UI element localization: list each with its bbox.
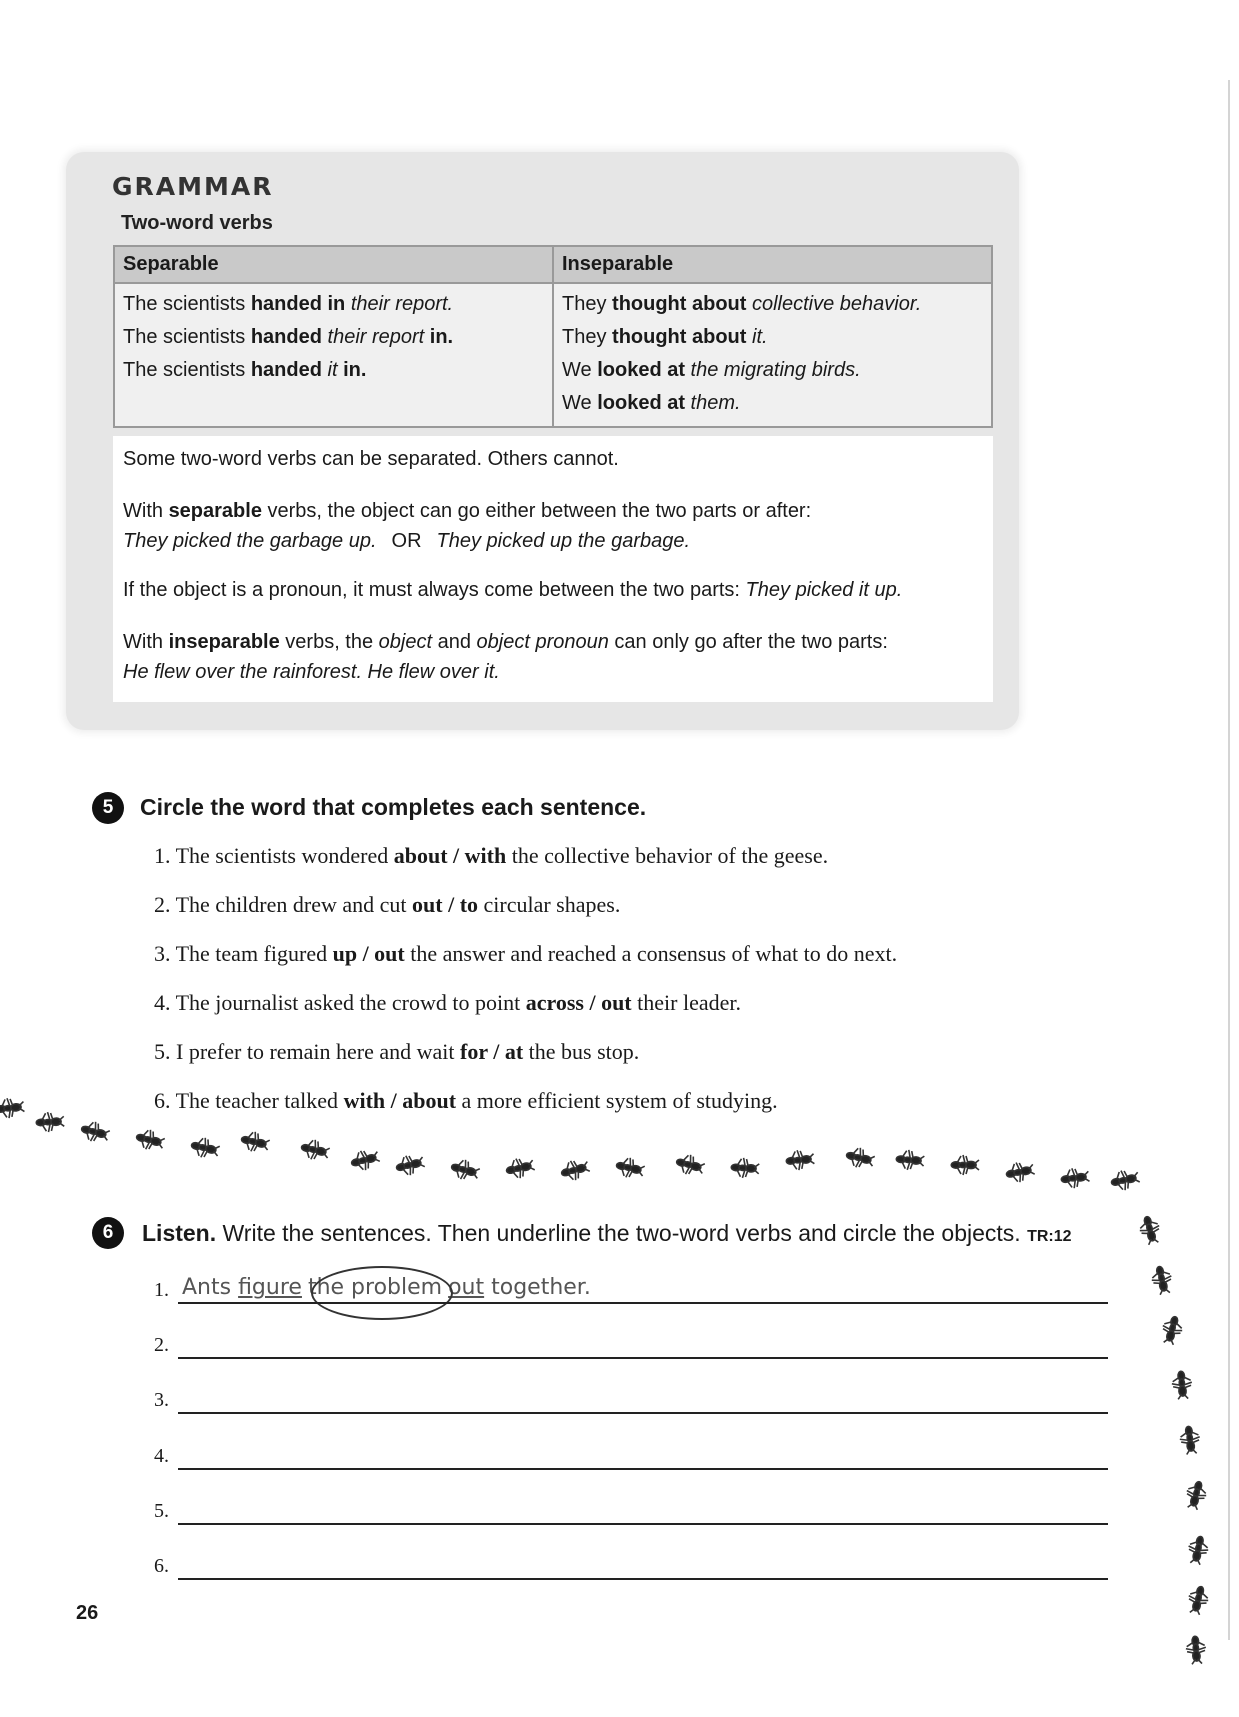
ant-icon [1183,1479,1209,1511]
table-row: We looked at the migrating birds. [562,359,861,381]
ant-icon [785,1149,814,1171]
rule-text: With separable verbs, the object can go either between the two parts or after: [123,500,812,522]
ant-icon [1178,1425,1201,1455]
writing-line-2[interactable] [178,1357,1108,1359]
exercise-5-item: 6. The teacher talked with / about a more efficient system of studying. [154,1088,778,1113]
ant-icon [1171,1371,1193,1400]
ant-icon [449,1157,481,1183]
table-row: They thought about collective behavior. [562,293,922,315]
exercise-5-item: 1. The scientists wondered about / with the collective behavior of the geese. [154,843,829,868]
writing-line-1[interactable] [178,1302,1108,1304]
line-number: 2. [154,1334,169,1356]
exercise-5-item: 3. The team figured up / out the answer and reached a consensus of what to do next. [154,941,898,966]
writing-line-3[interactable] [178,1412,1108,1414]
table-row: They thought about it. [562,326,768,348]
word-choice[interactable]: about / with [393,843,507,868]
table-row: The scientists handed in their report. [123,293,454,315]
line-number: 1. [154,1279,169,1301]
exercise-6-number: 6 [92,1217,124,1249]
rule-example: He flew over the rainforest. He flew over it. [123,661,500,683]
writing-line-5[interactable] [178,1523,1108,1525]
grammar-subtitle: Two-word verbs [121,212,273,234]
exercise-5-item: 2. The children drew and cut out / to circular shapes. [154,892,621,917]
word-choice[interactable]: out / to [412,892,479,917]
rule-text: If the object is a pronoun, it must always come between the two parts: They picked it up. [123,579,903,601]
line-number: 3. [154,1389,169,1411]
answer-1-handwriting: Ants figure the problem out together. [182,1275,591,1300]
line-number: 5. [154,1500,169,1522]
exercise-5-item: 4. The journalist asked the crowd to point across / out their leader. [154,990,741,1015]
writing-line-4[interactable] [178,1468,1108,1470]
ant-icon [0,1097,25,1120]
ant-icon [674,1152,706,1178]
ant-icon [299,1137,330,1163]
exercise-5-instruction: Circle the word that completes each sentence. [140,794,647,820]
line-number: 6. [154,1555,169,1577]
ant-icon [1185,1636,1207,1665]
exercise-5-number: 5 [92,792,124,824]
ant-icon [1149,1264,1175,1295]
ant-icon [1005,1159,1036,1184]
writing-line-6[interactable] [178,1578,1108,1580]
ant-icon [1159,1314,1185,1346]
ant-icon [189,1135,220,1161]
ant-icon [559,1157,591,1183]
exercise-5-item: 5. I prefer to remain here and wait for / at the bus stop. [154,1039,640,1064]
ant-icon [79,1119,111,1145]
rule-text: With inseparable verbs, the object and object pronoun can only go after the two parts: [123,631,888,653]
grammar-title: GRAMMAR [112,172,274,201]
table-header-separable: Separable [114,246,553,283]
track-label: TR:12 [1027,1228,1072,1245]
word-choice[interactable]: across / out [525,990,632,1015]
word-choice[interactable]: up / out [332,941,405,966]
ant-icon [896,1149,925,1171]
ant-icon [1060,1166,1090,1189]
table-row: The scientists handed it in. [123,359,367,381]
ant-icon [844,1145,876,1171]
ant-icon [1185,1535,1210,1566]
ant-icon [504,1155,535,1180]
ant-icon [1110,1167,1141,1192]
line-number: 4. [154,1445,169,1467]
table-row: The scientists handed their report in. [123,326,454,348]
ant-icon [731,1157,760,1179]
rule-example: They picked the garbage up. OR They picked up the garbage. [123,530,691,552]
ant-icon [394,1152,426,1178]
word-choice[interactable]: with / about [343,1088,457,1113]
rule-text: Some two-word verbs can be separated. Others cannot. [123,448,619,470]
ant-icon [1185,1584,1211,1616]
exercise-6-instruction: Listen. Write the sentences. Then underline the two-word verbs and circle the objects. TR:12 [142,1220,1072,1246]
ant-icon [36,1111,65,1132]
ant-icon [614,1155,645,1181]
table-row: We looked at them. [562,392,741,414]
ant-icon [951,1155,979,1175]
ant-icon [349,1147,381,1173]
word-choice[interactable]: for / at [460,1039,524,1064]
object-circle [311,1266,453,1320]
ant-icon [239,1129,270,1155]
page-number: 26 [76,1602,99,1624]
ant-icon [1137,1214,1163,1246]
ant-icon [134,1127,166,1153]
table-header-inseparable: Inseparable [553,246,992,283]
